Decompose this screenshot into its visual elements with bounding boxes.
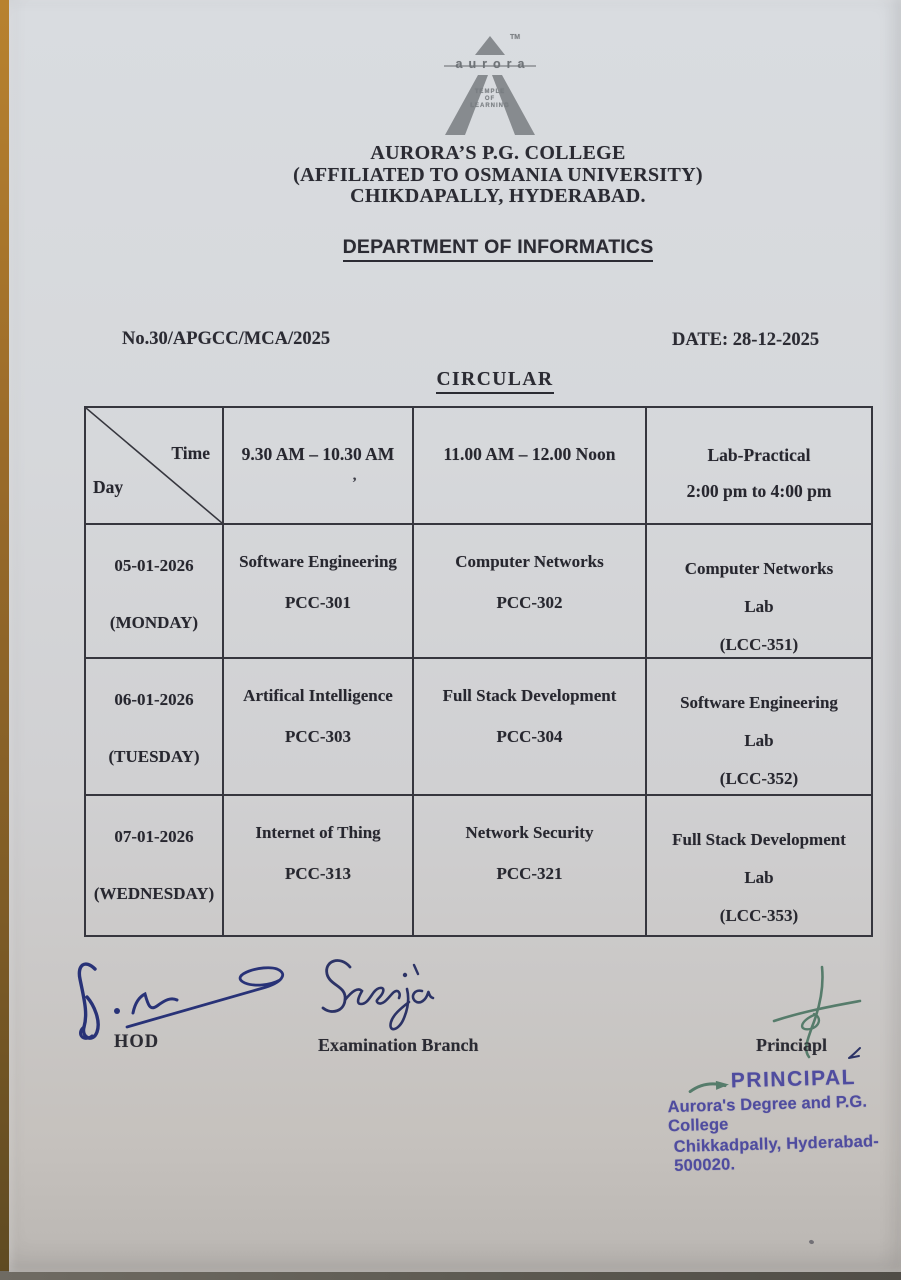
affiliation-line: (AFFILIATED TO OSMANIA UNIVERSITY) xyxy=(293,163,703,186)
diagonal-divider xyxy=(86,408,222,523)
cell-monday-slot1: Software Engineering PCC-301 xyxy=(224,525,414,659)
day-label: Day xyxy=(93,477,124,497)
college-logo xyxy=(438,34,542,140)
row-monday-date: 05-01-2026 (MONDAY) xyxy=(86,525,224,659)
cell-tuesday-slot2: Full Stack Development PCC-304 xyxy=(414,659,647,796)
hod-label: HOD xyxy=(114,1032,160,1052)
pen-tick-mark xyxy=(847,1046,863,1062)
cell-monday-slot2: Computer Networks PCC-302 xyxy=(414,525,647,659)
exam-branch-signature xyxy=(310,951,455,1041)
cell-tuesday-slot1: Artifical Intelligence PCC-303 xyxy=(224,659,414,796)
desk-surface-bottom xyxy=(0,1271,901,1280)
logo-triangle-icon xyxy=(475,36,505,55)
header-slot2: 11.00 AM – 12.00 Noon xyxy=(414,408,647,525)
college-name: AURORA’S P.G. COLLEGE xyxy=(370,142,626,164)
cell-monday-lab: Computer Networks Lab (LCC-351) xyxy=(647,525,871,659)
corner-cell xyxy=(86,408,224,525)
cell-wednesday-slot2: Network Security PCC-321 xyxy=(414,796,647,935)
row-tuesday-date: 06-01-2026 (TUESDAY) xyxy=(86,659,224,796)
header-lab: Lab-Practical 2:00 pm to 4:00 pm xyxy=(647,408,871,525)
paper-sheet xyxy=(9,0,901,1272)
pen-dash-mark xyxy=(687,1077,731,1096)
stamp-address-line: Chikkadpally, Hyderabad-500020. xyxy=(673,1132,880,1176)
cell-wednesday-slot1: Internet of Thing PCC-313 xyxy=(224,796,414,935)
exam-branch-label: Examination Branch xyxy=(318,1035,479,1055)
reference-number: No.30/APGCC/MCA/2025 xyxy=(122,329,331,349)
cell-tuesday-lab: Software Engineering Lab (LCC-352) xyxy=(647,659,871,796)
issue-date: DATE: 28-12-2025 xyxy=(672,330,820,350)
principal-label: Princiapl xyxy=(756,1035,827,1055)
row-wednesday-date: 07-01-2026 (WEDNESDAY) xyxy=(86,796,224,935)
stamp-college-line: Aurora's Degree and P.G. College xyxy=(667,1092,868,1136)
college-header xyxy=(148,143,848,208)
principal-stamp xyxy=(653,1064,901,1176)
stamp-title: PRINCIPAL xyxy=(730,1065,857,1093)
timetable xyxy=(84,406,873,937)
hod-signature xyxy=(65,953,301,1045)
logo-tagline: TEMPLE OF LEARNING xyxy=(470,89,510,109)
logo-wordmark: aurora xyxy=(455,57,531,71)
circular-heading: CIRCULAR xyxy=(145,369,845,394)
stray-pen-mark: ’ xyxy=(352,475,357,491)
logo-tm: TM xyxy=(510,34,521,41)
time-label: Time xyxy=(171,443,210,463)
location-line: CHIKDAPALLY, HYDERABAD. xyxy=(350,185,646,207)
header-slot1: 9.30 AM – 10.30 AM ’ xyxy=(224,408,414,525)
ink-dot-mark xyxy=(808,1239,814,1244)
cell-wednesday-lab: Full Stack Development Lab (LCC-353) xyxy=(672,830,846,925)
department-heading: DEPARTMENT OF INFORMATICS xyxy=(148,236,848,262)
